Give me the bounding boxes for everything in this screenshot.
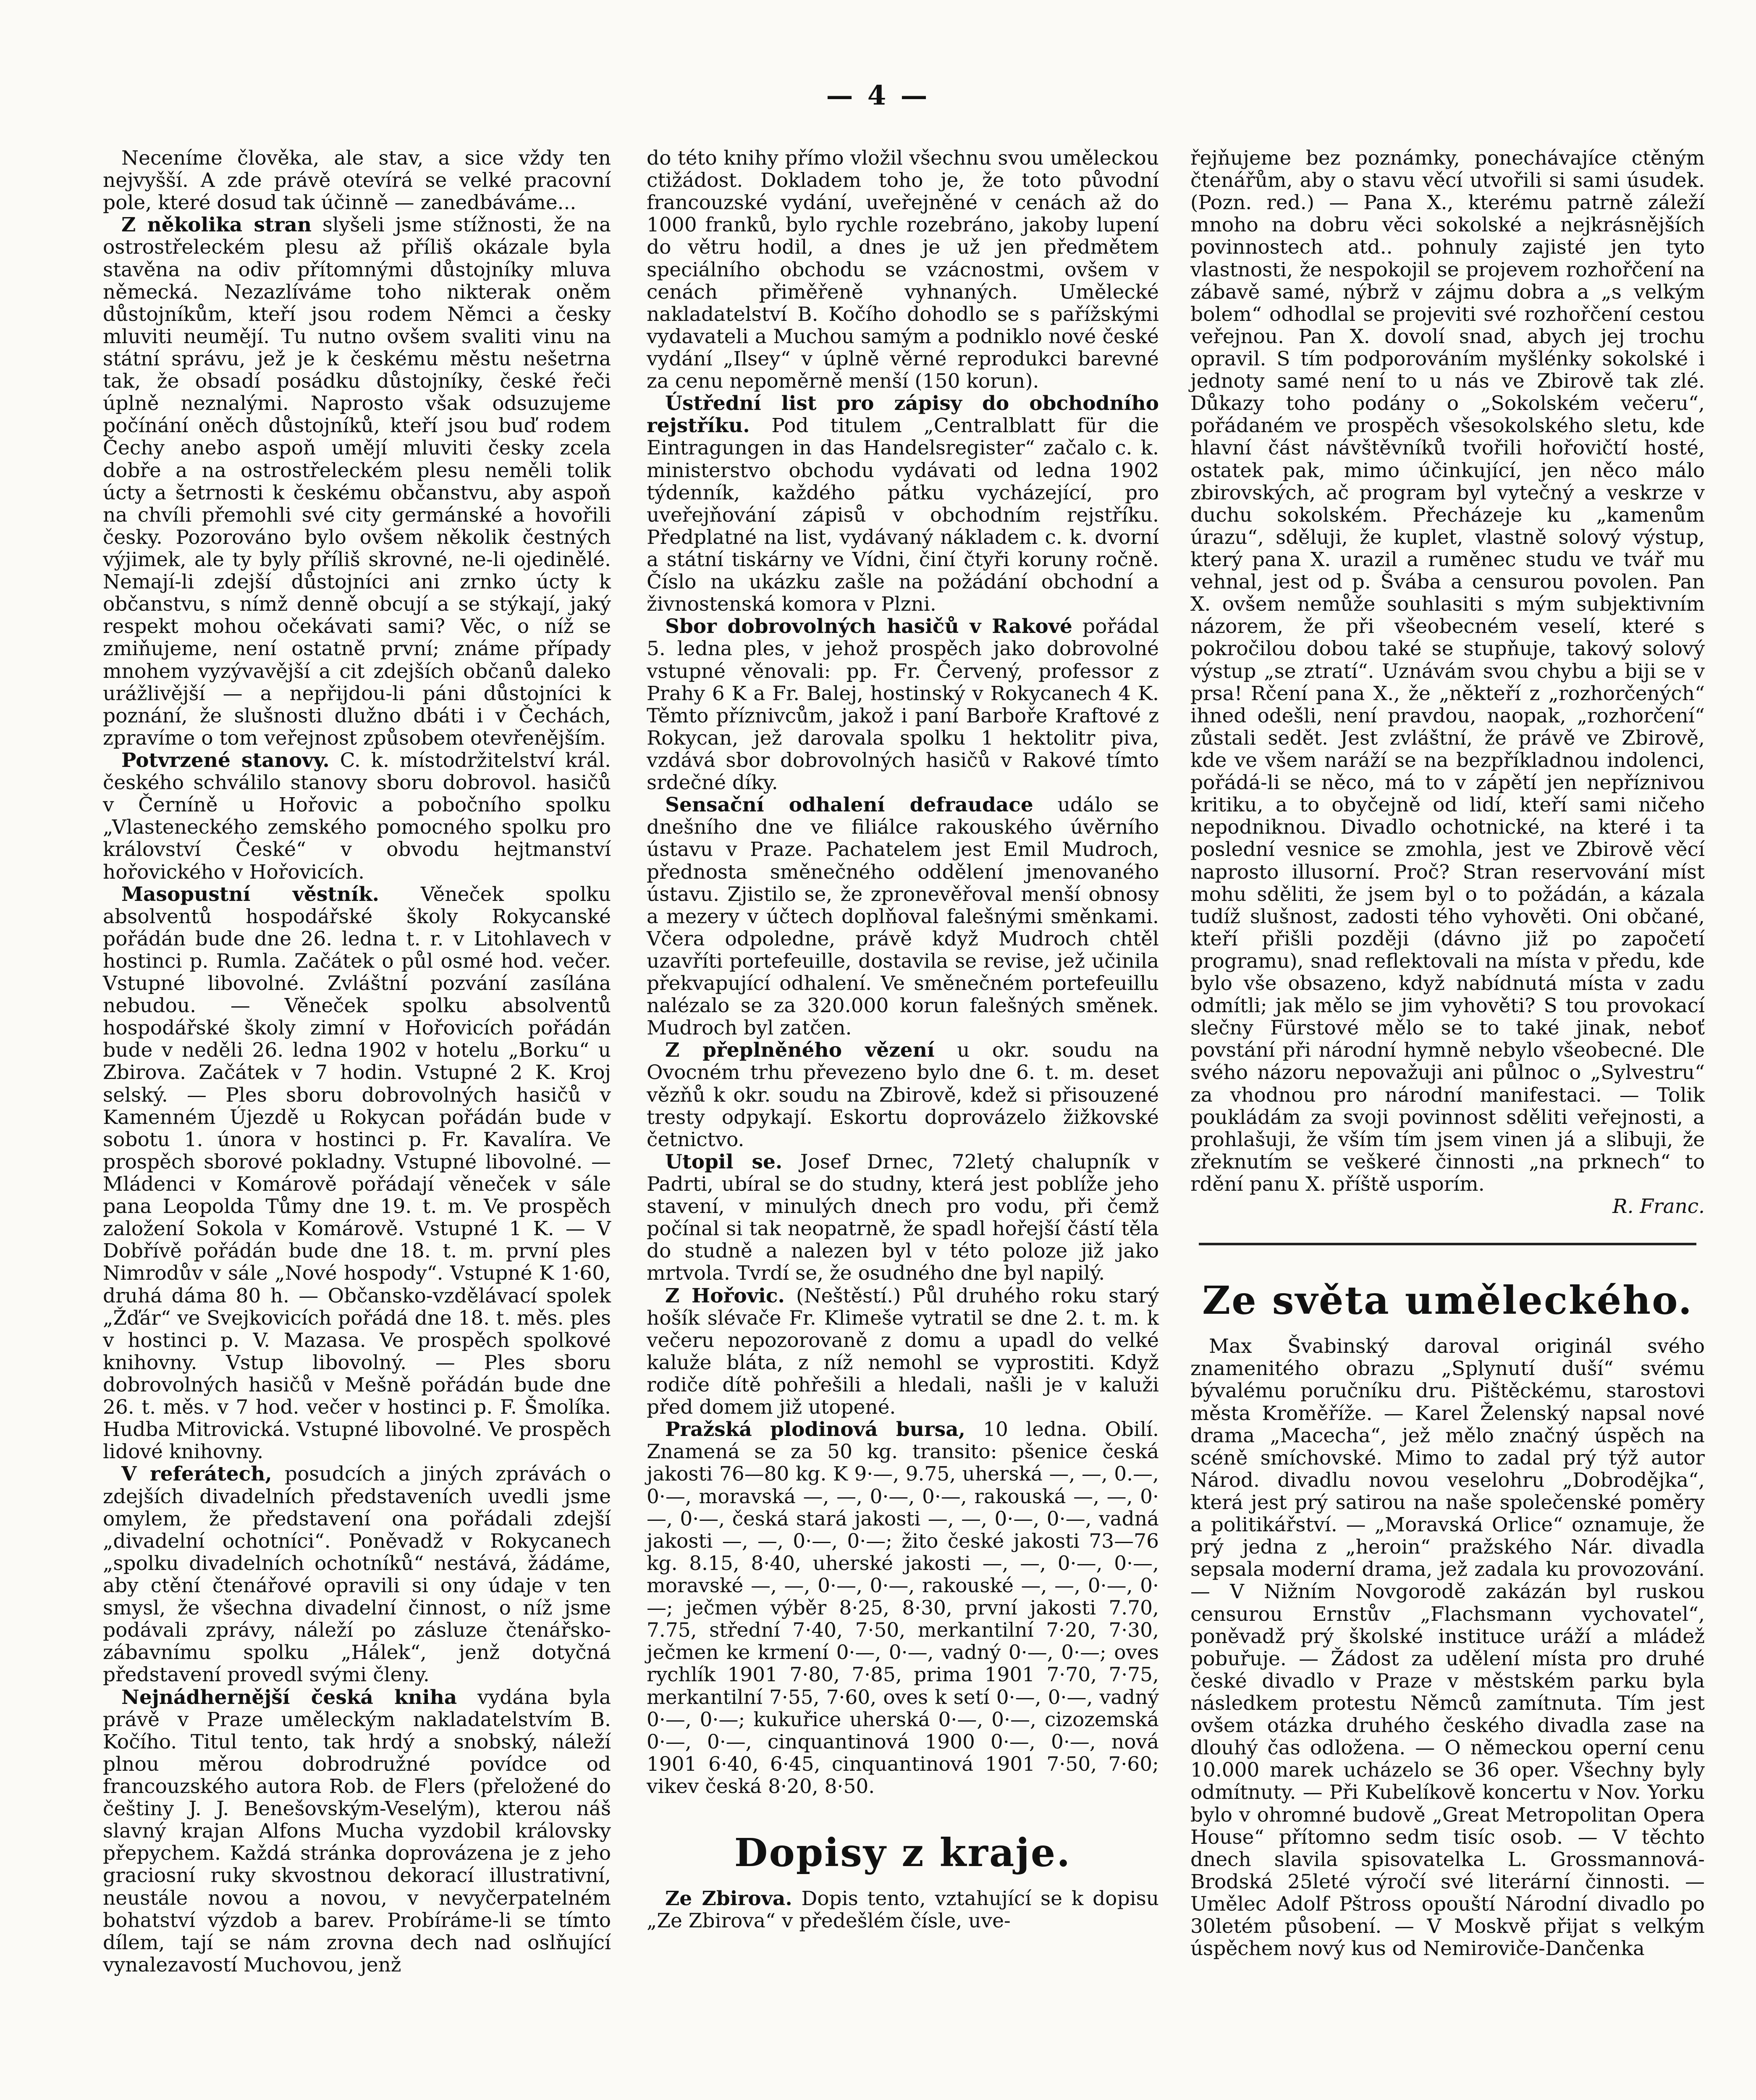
article-heading: Sensační odhalení defraudace <box>665 793 1033 817</box>
article-heading: Z Hořovic. <box>665 1284 785 1307</box>
article-heading: Ústřední list pro zápisy do obchodního rejstříku. <box>647 392 1159 438</box>
article-paragraph: do této knihy přímo vložil všechnu svou uměleckou ctižádost. Dokladem toho je, že toto původní francouzské vydání, uveřejněné v cenách až do 1000 franků, bylo rychle rozebráno, jakoby lupení do větru hodil, a dnes je už jen předmětem speciálního obchodu se vzácnostmi, ovšem v cenách přiměřeně vyhnaných. Umělecké nakladatelství B. Kočího dohodlo se s pařížskými vydavateli a Muchou samým a podniklo nové české vydání „Ilsey“ v úplně věrné reprodukci barevné za cenu nepoměrně menší (150 korun). <box>647 147 1159 393</box>
article-kniha: Nejnádhernější česká kniha vydána byla právě v Praze uměleckým nakladatelstvím B. Kočího. Titul tento, tak hrdý a snobský, náleží plnou měrou dobrodružné povídce od francouzského autora Rob. de Flers (přeložené do češtiny J. J. Benešovským-Veselým), kterou náš slavný krajan Alfons Mucha vyzdobil královsky přepychem. Každá stránka doprovázena je z jeho graciosní ruky skvostnou dekorací illustrativní, neustále novou a novou, v nevyčerpatelném bohatství výzdob a barev. Probíráme-li se tímto dílem, tají se nám zrovna dech nad oslňující vynalezavostí Muchovou, jenž <box>103 1685 611 1977</box>
article-horovice: Z Hořovic. (Neštěstí.) Půl druhého roku starý hošík slévače Fr. Klimeše vytratil se dne 2. t. m. k večeru nepozorovaně z domu a upadl do velké kaluže bláta, z níž nemohl se vyprostiti. Když rodiče dítě pohřešili a hledali, našli je v kaluži před domem již utopené. <box>647 1284 1159 1419</box>
column-middle <box>647 147 1159 1932</box>
article-utopil: Utopil se. Josef Drnec, 72letý chalupník v Padrti, ubíral se do studny, která jest poblíže jeho stavení, v minulých dnech pro vodu, při čemž počínal si tak neopatrně, že spadl hořejší částí těla do studně a nalezen byl v této poloze již jako mrtvola. Tvrdí se, že osudného dne byl napilý. <box>647 1150 1159 1285</box>
article-paragraph: řejňujeme bez poznámky, ponechávajíce ctěným čtenářům, aby o stavu věcí utvořili si sami úsudek. (Pozn. red.) — Pana X., kterému patrně záleží mnoho na dobru věci sokolské a nejkrásnějších povinnostech atd.. pohnuly zajisté jen tyto vlastnosti, že nespokojil se projevem rozhořčení na zábavě samé, nýbrž v zájmu dobra a „s velkým bolem“ odhodlal se projeviti své rozhořčení cestou veřejnou. Pan X. dovolí snad, abych jej trochu opravil. S tím podporováním myšlénky sokolské i jednoty samé není to u nás ve Zbirově tak zlé. Důkazy toho podány o „Sokolském večeru“, pořádaném ve prospěch všesokolského sletu, kde hlavní část návštěvníků tvořili hořovičtí hosté, ostatek pak, mimo účinkující, jen něco málo zbirovských, ač program byl vytečný a veskrze v duchu sokolském. Přecházeje ku „kamenům úrazu“, sděluji, že kuplet, vlastně solový výstup, který pana X. urazil a ruměnec studu ve tvář mu vehnal, jest od p. Švába a censurou povolen. Pan X. ovšem nemůže souhlasiti s mým subjektivním názorem, že při všeobecném veselí, které s pokročilou dobou také se stupňuje, takový solový výstup „se ztratí“. Uznávám svou chybu a biji se v prsa! Rčení pana X., že „někteří z „rozhorčených“ ihned odešli, není pravdou, naopak, „rozhorčení“ zůstali sedět. Jest zvláštní, že právě ve Zbirově, kde ve všem naráží se na bezpříkladnou indolenci, pořádá-li se něco, má to v zápětí jen nepříznivou kritiku, a to obyčejně od lidí, kteří sami ničeho nepodniknou. Divadlo ochotnické, na které i ta poslední vesnice se zmohla, jest ve Zbirově věcí naprosto illusorní. Proč? Stran reservování míst mohu sděliti, že jsem byl o to požádán, a kázala tudíž slušnost, zadosti tého vyhověti. Oni občané, kteří přišli později (dávno již po započetí programu), snad reflektovali na místa v předu, kde bylo vše obsazeno, když nabídnutá místa v zadu odmítli; jak mělo se jim vyhověti? S tou provokací slečny Fürstové mělo se to také jinak, neboť povstání při národní hymně nebylo všeobecné. Dle svého názoru nepovažuji ani půlnoc o „Sylvestru“ za vhodnou pro národní manifestaci. — Tolik poukládám za svoji povinnost sděliti veřejnosti, a prohlašuji, že vším tím jsem vinen já a slibuji, že zřeknutím se veškeré činnosti „na prknech“ to rdění panu X. příště usporím. <box>1190 147 1705 1196</box>
article-heading: Nejnádhernější česká kniha <box>121 1685 457 1709</box>
article-zbirov: Ze Zbirova. Dopis tento, vztahující se k dopisu „Ze Zbirova“ v předešlém čísle, uve- <box>647 1887 1159 1933</box>
article-heading: Utopil se. <box>665 1150 783 1173</box>
column-right <box>1190 147 1705 1960</box>
article-heading: Potvrzené stanovy. <box>121 748 330 772</box>
article-heading: Pražská plodinová bursa, <box>665 1418 965 1441</box>
article-umeni: Max Švabinský daroval originál svého znamenitého obrazu „Splynutí duší“ svému bývalému poručníku dru. Pištěckému, starostovi města Kroměříže. — Karel Želenský napsal nové drama „Macecha“, jež mělo značný úspěch na scéně smíchovské. Mimo to zadal prý týž autor Národ. divadlu novou veselohru „Dobrodějka“, která jest prý satirou na naše společenské poměry a politikářství. — „Moravská Orlice“ oznamuje, že prý jedna z „heroin“ pražského Nár. divadla sepsala moderní drama, jež zadala ku provozování. — V Nižním Novgorodě zakázán byl ruskou censurou Ernstův „Flachsmann vychovatel“, poněvadž prý školské instituce uráží a mládež pobuřuje. — Žádost za udělení místa pro druhé české divadlo v Praze v městském parku byla následkem protestu Němců zamítnuta. Tím jest ovšem otázka druhého českého divadla zase na dlouhý čas odložena. — O německou operní cenu 10.000 marek ucházelo se 36 oper. Všechny byly odmítnuty. — Při Kubelíkově koncertu v Nov. Yorku bylo v ohromné budově „Great Metropolitan Opera House“ přítomno sedm tisíc osob. — V těchto dnech slavila spisovatelka L. Grossmannová-Brodská 25leté výročí své literární činnosti. — Umělec Adolf Pštross opouští Národní divadlo po 30letém působení. — V Moskvě přijat s velkým úspěchem nový kus od Nemiroviče-Dančenka <box>1190 1335 1705 1961</box>
section-title-dopisy: Dopisy z kraje. <box>734 1830 1072 1876</box>
article-referaty: V referátech, posudcích a jiných zprávách o zdejších divadelních představeních uvedli jsme omylem, že představení ona pořádali zdejší „divadelní ochotníci“. Poněvadž v Rokycanech „spolku divadelních ochotníků“ nestává, žádáme, aby ctění čtenářové opravili si ony údaje v ten smysl, že všechna divadelní činnost, o níž jsme podávali zprávy, náleží po zásluze čtenářsko-zábavnímu spolku „Hálek“, jenž dotyčná představení provedl svými členy. <box>103 1462 611 1687</box>
article-stiznosti: Z několika stran slyšeli jsme stížnosti, že na ostrostřeleckém plesu až příliš okázale byla stavěna na odiv přítomnými důstojníky mluva německá. Nezazlíváme toho nikterak oněm důstojníkům, kteří jsou rodem Němci a česky mluviti neumějí. Tu nutno ovšem svaliti vinu na státní správu, jež je k českému městu nešetrna tak, že obsadí posádku důstojníky, české řeči úplně neznalými. Naprosto však odsuzujeme počínání oněch důstojníků, kteří jsou buď rodem Čechy anebo aspoň umějí mluviti česky zcela dobře a na ostrostřeleckém plesu neměli tolik úcty a šetrnosti k českému občanstvu, aby aspoň na chvíli přemohli své city germánské a hovořili česky. Pozorováno bylo ovšem několik čestných výjimek, ale ty byly příliš skrovné, ne-li ojedinělé. Nemají-li zdejší důstojníci ani zrnko úcty k občanstvu, s nímž denně obcují a se stýkají, jaký respekt mohou očekávati sami? Věc, o níž se zmiňujeme, není ostatně první; známe případy mnohem vyzývavější a cit zdejších občanů daleko urážlivější — a nepřijdou-li páni důstojníci k poznání, že slušnosti dlužno dbáti i v Čechách, zpravíme o tom veřejnost způsobem otevřenějším. <box>103 213 611 750</box>
article-heading: V referátech, <box>121 1462 272 1486</box>
article-heading: Z několika stran <box>121 213 312 237</box>
page-number: — 4 — <box>826 80 930 111</box>
article-rejstrik: Ústřední list pro zápisy do obchodního rejstříku. Pod titulem „Centralblatt für die Eintragungen in das Handelsregister“ začalo c. k. ministerstvo obchodu vydávati od ledna 1902 týdenník, každého pátku vycházející, pro uveřejňování zápisů v obchodním rejstříku. Předplatné na list, vydávaný nákladem c. k. dvorní a státní tiskárny ve Vídni, činí čtyři koruny ročně. Číslo na ukázku zašle na požádání obchodní a živnostenská komora v Plzni. <box>647 392 1159 616</box>
article-hasici-rakova: Sbor dobrovolných hasičů v Rakové pořádal 5. ledna ples, v jehož prospěch jako dobrovolné vstupné věnovali: pp. Fr. Červený, professor z Prahy 6 K a Fr. Balej, hostinský v Rokycanech 4 K. Těmto příznivcům, jakož i paní Barboře Kraftové z Rokycan, jež darovala spolku 1 hektolitr piva, vzdává sbor dobrovolných hasičů v Rakové tímto srdečné díky. <box>647 615 1159 795</box>
column-left <box>103 147 611 1976</box>
divider <box>1199 1243 1696 1245</box>
article-masopust: Masopustní věstník. Věneček spolku absolventů hospodářské školy Rokycanské pořádán bude dne 26. ledna t. r. v Litohlavech v hostinci p. Rumla. Začátek o půl osmé hod. večer. Vstupné libovolné. Zvláštní pozvání zasílána nebudou. — Věneček spolku absolventů hospodářské školy zimní v Hořovicích pořádán bude v neděli 26. ledna 1902 v hotelu „Borku“ u Zbirova. Začátek v 7 hodin. Vstupné 2 K. Kroj selský. — Ples sboru dobrovolných hasičů v Kamenném Újezdě u Rokycan pořádán bude v sobotu 1. února v hostinci p. Fr. Kavalíra. Ve prospěch sborové pokladny. Vstupné libovolné. — Mládenci v Komárově pořádají věneček v sále pana Leopolda Tůmy dne 19. t. m. Ve prospěch založení Sokola v Komárově. Vstupné 1 K. — V Dobřívě pořádán bude dne 18. t. m. první ples Nimrodův v sále „Nové hospody“. Vstupné K 1·60, druhá dáma 80 h. — Občansko-vzdělávací spolek „Žďár“ ve Svejkovicích pořádá dne 18. t. měs. ples v hostinci p. V. Mazasa. Ve prospěch spolkové knihovny. Vstup libovolný. — Ples sboru dobrovolných hasičů v Mešně pořádán bude dne 26. t. měs. v 7 hod. večer v hostinci p. F. Šmolíka. Hudba Mitrovická. Vstupné libovolné. Ve prospěch lidové knihovny. <box>103 882 611 1464</box>
article-vezeni: Z přeplněného vězení u okr. soudu na Ovocném trhu převezeno bylo dne 6. t. m. deset vězňů k okr. soudu na Zbirově, kdež si přisouzené tresty odpykají. Eskortu doprovázelo žižkovské četnictvo. <box>647 1039 1159 1151</box>
article-heading: Ze Zbirova. <box>665 1887 792 1911</box>
article-defraudace: Sensační odhalení defraudace událo se dnešního dne ve filiálce rakouského úvěrního ústavu v Praze. Pachatelem jest Emil Mudroch, přednosta směnečného oddělení jmenovaného ústavu. Zjistilo se, že zpronevěřoval menší obnosy a mezery v účtech doplňoval falešnými směnkami. Včera odpoledne, právě když Mudroch chtěl uzavříti portefeuille, dostavila se revise, jež učinila překvapující odhalení. Ve směnečném portefeuillu nalézalo se za 320.000 korun falešných směnek. Mudroch byl zatčen. <box>647 793 1159 1040</box>
signature: R. Franc. <box>1612 1195 1705 1218</box>
article-bursa: Pražská plodinová bursa, 10 ledna. Obilí. Znamená se za 50 kg. transito: pšenice česká jakosti 76—80 kg. K 9·—, 9.75, uherská —, —, 0.—, 0·—, moravská —, —, 0·—, 0·—, rakouská —, —, 0·—, 0·—, česká stará jakosti —, —, 0·—, 0·—, vadná jakosti —, —, 0·—, 0·—; žito české jakosti 73—76 kg. 8.15, 8·40, uherské jakosti —, —, 0·—, 0·—, moravské —, —, 0·—, 0·—, rakouské —, —, 0·—, 0·—; ječmen výběr 8·25, 8·30, první jakosti 7.70, 7.75, střední 7·40, 7·50, merkantilní 7·20, 7·30, ječmen ke krmení 0·—, 0·—, vadný 0·—, 0·—; oves rychlík 1901 7·80, 7·85, prima 1901 7·70, 7·75, merkantilní 7·55, 7·60, oves k setí 0·—, 0·—, vadný 0·—, 0·—; kukuřice uherská 0·—, 0·—, cizozemská 0·—, 0·—, cinquantinová 1900 0·—, 0·—, nová 1901 6·40, 6·45, cinquantinová 1901 7·50, 7·60; vikev česká 8·20, 8·50. <box>647 1418 1159 1798</box>
article-heading: Z přeplněného vězení <box>665 1039 935 1062</box>
article-heading: Masopustní věstník. <box>121 882 380 906</box>
article-heading: Sbor dobrovolných hasičů v Rakové <box>665 615 1072 638</box>
article-stanovy: Potvrzené stanovy. C. k. místodržitelství král. českého schválilo stanovy sboru dobrovol. hasičů v Černíně u Hořovic a pobočního spolku „Vlasteneckého zemského pomocného spolku pro království České“ v obvodu hejtmanství hořovického v Hořovicích. <box>103 748 611 884</box>
article-paragraph: Neceníme člověka, ale stav, a sice vždy ten nejvyšší. A zde právě otevírá se velké pracovní pole, které dosud tak účinně — zanedbáváme... <box>103 147 611 215</box>
section-title-umelecky: Ze světa uměleckého. <box>1202 1278 1693 1323</box>
